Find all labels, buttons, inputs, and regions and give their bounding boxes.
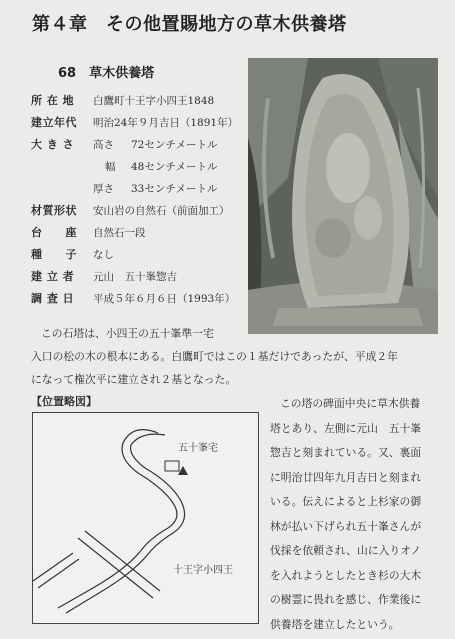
size-height-row: [31, 134, 241, 156]
photo-image: [248, 58, 438, 334]
story-paragraph: [270, 392, 450, 637]
seed-label: 種 子: [31, 248, 77, 261]
area-label: 十王字小四王: [173, 565, 233, 576]
pedestal-row: [31, 222, 241, 244]
stone-photo: [248, 58, 438, 334]
survey-date-value: 平成５年６月６日（1993年）: [93, 293, 236, 305]
material-value: 安山岩の自然石（前面加工）: [93, 205, 230, 217]
stone-info-table: [31, 90, 241, 310]
paragraph-line: この塔の碑面中央に草木供養: [280, 397, 421, 410]
paragraph-line: 入口の松の木の根本にある。白鷹町ではこの１基だけであったが、平成２年: [31, 350, 398, 363]
size-width-row: [31, 156, 241, 178]
height-label: 高さ: [93, 139, 114, 151]
paragraph-line: 惣吉と刻まれている。又、裏面: [270, 446, 422, 459]
thickness-label: 厚さ: [93, 183, 114, 195]
paragraph-line: を入れようとしたとき杉の大木: [270, 568, 422, 582]
location-value: 白鷹町十王字小四王1848: [93, 95, 215, 107]
section-title: 68 草木供養塔: [58, 66, 155, 81]
seed-value: なし: [93, 249, 114, 261]
paragraph-line: の樹霊に畏れを感じ、作業後に: [270, 593, 422, 606]
size-label: 大 き さ: [31, 138, 75, 151]
paragraph-line: 塔とあり、左側に元山 五十峯: [270, 421, 422, 435]
paragraph-line: に明治廿四年九月吉日と刻まれ: [270, 470, 422, 484]
location-row: [31, 90, 241, 112]
founder-value: 元山 五十峯惣吉: [93, 271, 177, 283]
location-label: 所 在 地: [31, 94, 75, 107]
survey-date-row: [31, 288, 241, 310]
material-row: [31, 200, 241, 222]
paragraph-line: この石塔は、小四王の五十峯準一宅: [41, 327, 214, 340]
width-value: 48センチメートル: [131, 161, 218, 173]
height-value: 72センチメートル: [131, 139, 218, 151]
paragraph-line: 伐採を依頼され、山に入りオノ: [270, 544, 422, 557]
built-year-row: [31, 112, 241, 134]
paragraph-line: 供養塔を建立したという。: [270, 617, 400, 631]
thickness-value: 33センチメートル: [131, 183, 218, 195]
chapter-title: 第４章 その他置賜地方の草木供養塔: [32, 14, 347, 35]
seed-row: [31, 244, 241, 266]
built-year-label: 建立年代: [31, 116, 77, 129]
size-thickness-row: [31, 178, 241, 200]
founder-label: 建 立 者: [31, 270, 75, 283]
width-label: 幅: [105, 161, 116, 173]
map-heading: 【位置略図】: [31, 395, 97, 408]
pedestal-label: 台 座: [31, 226, 77, 239]
survey-date-label: 調 査 日: [31, 292, 75, 305]
paragraph-line: いる。伝えによると上杉家の御: [270, 495, 422, 508]
founder-row: [31, 266, 241, 288]
paragraph-line: になって権次平に建立され２基となった。: [31, 373, 237, 386]
built-year-value: 明治24年９月吉日（1891年）: [93, 117, 239, 129]
material-label: 材質形状: [31, 204, 77, 217]
map-drawing: [33, 413, 258, 623]
description-paragraph: [31, 322, 436, 391]
location-map: [32, 412, 259, 624]
paragraph-line: 林が払い下げられ五十峯さんが: [270, 519, 422, 533]
house-label: 五十峯宅: [178, 443, 218, 454]
pedestal-value: 自然石一段: [93, 227, 146, 239]
